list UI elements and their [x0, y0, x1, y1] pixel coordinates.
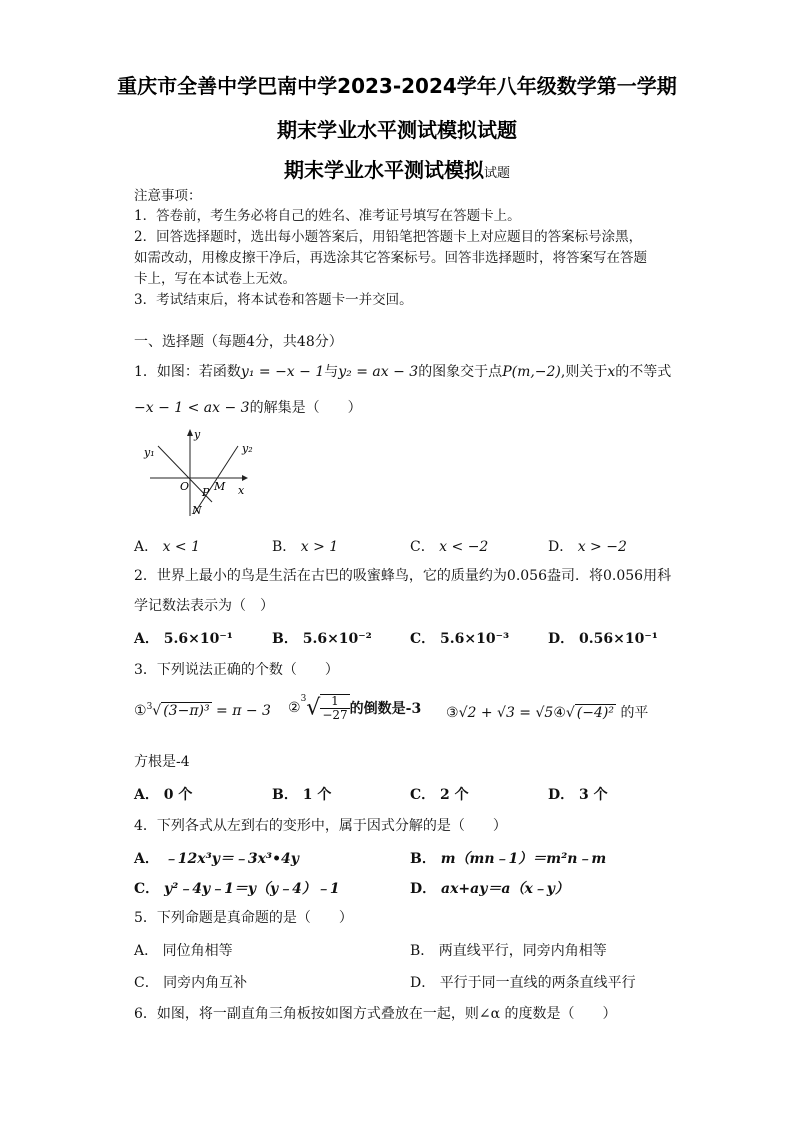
- radical-sign-icon: √: [306, 695, 321, 721]
- radical-sign-icon: √: [152, 703, 162, 719]
- q1-graph-label-y2: y₂: [242, 442, 253, 455]
- exam-title-line3-small: 试题: [483, 166, 510, 181]
- q5-option-a: [134, 940, 233, 960]
- q1-graph-label-x: x: [238, 484, 245, 497]
- q1-graph-label-M: M: [214, 480, 226, 493]
- q1-graph: [138, 424, 262, 524]
- option-text: 0.56×10⁻¹: [579, 631, 658, 647]
- q2-option-b: [272, 628, 372, 648]
- q2-option-c: [410, 628, 509, 648]
- q1-option-b: [272, 536, 338, 556]
- q1-text: ,则关于: [560, 364, 608, 380]
- option-key: D．: [410, 975, 436, 991]
- option-text: ax+ay＝a（x﹣y）: [441, 881, 569, 897]
- q1-graph-label-y1: y₁: [144, 446, 155, 459]
- q1-option-a: [134, 536, 200, 556]
- q1-graph-label-N: N: [192, 504, 202, 517]
- q3-statement-3-4: [446, 702, 648, 722]
- option-text: x < 1: [162, 539, 201, 555]
- option-key: D．: [410, 881, 437, 897]
- q1-text: 1．如图：若函数: [134, 364, 241, 380]
- option-key: C．: [134, 975, 159, 991]
- notes-item: 2．回答选择题时，选出每小题答案后，用铅笔把答题卡上对应题目的答案标号涂黑，: [134, 229, 643, 245]
- section1-heading: 一、选择题（每题4分，共48分）: [134, 334, 343, 350]
- q2-option-a: [134, 628, 233, 648]
- q1-text: 的不等式: [615, 364, 672, 380]
- q1-inequality: −x − 1 < ax − 3: [134, 400, 250, 416]
- statement-mark: ④: [553, 705, 566, 721]
- option-text: ﹣12x³y＝﹣3x³•4y: [163, 851, 299, 867]
- q3-s4-continued: 方根是-4: [134, 754, 190, 770]
- option-key: A．: [134, 631, 159, 647]
- option-key: C．: [410, 787, 436, 803]
- notes-item: 卡上，写在本试卷上无效。: [134, 271, 296, 287]
- option-key: A．: [134, 851, 159, 867]
- q4-option-c: [134, 878, 340, 898]
- option-text: x > −2: [577, 539, 627, 555]
- q3-s2-fraction: [320, 694, 349, 722]
- q1-var: x: [607, 364, 616, 380]
- option-key: B．: [272, 631, 298, 647]
- q4-stem: 4．下列各式从左到右的变形中，属于因式分解的是（ ）: [134, 818, 507, 834]
- q4-option-b: [410, 848, 606, 868]
- q3-s2-text: 的倒数是-3: [349, 701, 422, 717]
- statement-mark: ②: [288, 700, 301, 716]
- q1-point: P(m,−2): [502, 364, 561, 380]
- q2-stem-line2: 学记数法表示为（ ）: [134, 598, 274, 614]
- notes-item: 如需改动，用橡皮擦干净后，再选涂其它答案标号。回答非选择题时，将答案写在答题: [134, 250, 647, 266]
- q1-text: 的解集是（ ）: [249, 400, 362, 416]
- fraction-numerator: 1: [320, 695, 349, 709]
- option-key: C．: [410, 539, 435, 555]
- option-text: 5.6×10⁻²: [302, 631, 372, 647]
- fraction-denominator: −27: [322, 708, 348, 722]
- option-key: A．: [134, 943, 159, 959]
- q1-option-d: [548, 536, 627, 556]
- q2-stem-line1: 2．世界上最小的鸟是生活在古巴的吸蜜蜂鸟，它的质量约为0.056盎司．将0.056用科: [134, 568, 672, 584]
- radical-sign-icon: √: [565, 705, 575, 721]
- option-text: m（mn﹣1）＝m²n﹣m: [440, 851, 607, 867]
- option-text: 平行于同一直线的两条直线平行: [439, 975, 636, 991]
- statement-mark: ①: [134, 703, 147, 719]
- option-key: B．: [410, 943, 435, 959]
- exam-title-line2: 期末学业水平测试模拟试题: [277, 118, 517, 142]
- cube-root-icon: 3: [300, 694, 307, 704]
- option-text: 3 个: [579, 787, 608, 803]
- q1-function1: y₁ = −x − 1: [240, 364, 325, 380]
- option-key: B．: [272, 787, 298, 803]
- q3-option-b: [272, 784, 331, 804]
- q3-statement-2: [288, 694, 421, 722]
- q1-function2: y₂ = ax − 3: [338, 364, 419, 380]
- q4-option-a: [134, 848, 299, 868]
- q1-graph-y-arrow: [187, 429, 193, 436]
- notes-item: 1．答卷前，考生务必将自己的姓名、准考证号填写在答题卡上。: [134, 208, 521, 224]
- option-text: 2 个: [440, 787, 469, 803]
- option-text: y²﹣4y﹣1＝y（y﹣4）﹣1: [164, 881, 340, 897]
- option-key: D．: [548, 787, 575, 803]
- option-text: 同旁内角互补: [163, 975, 248, 991]
- q3-s1-rhs: = π − 3: [216, 703, 271, 719]
- option-text: 1 个: [302, 787, 332, 803]
- q3-s1-expr: (3−π)³: [163, 703, 210, 719]
- q1-option-c: [410, 536, 488, 556]
- q1-graph-label-O: O: [180, 480, 190, 493]
- q6-stem: 6．如图，将一副直角三角板按如图方式叠放在一起，则∠α 的度数是（ ）: [134, 1006, 617, 1022]
- q5-option-c: [134, 972, 247, 992]
- q2-option-d: [548, 628, 658, 648]
- exam-title-line3-main: 期末学业水平测试模拟: [283, 158, 484, 182]
- statement-mark: ③: [446, 705, 459, 721]
- cube-root-icon: 3: [146, 702, 153, 712]
- option-key: D．: [548, 631, 575, 647]
- q5-option-d: [410, 972, 636, 992]
- q3-option-a: [134, 784, 192, 804]
- option-text: 同位角相等: [162, 943, 233, 959]
- option-key: D．: [548, 539, 574, 555]
- q1-graph-label-y: y: [194, 428, 201, 441]
- option-text: 5.6×10⁻³: [440, 631, 510, 647]
- q1-text: 与: [324, 364, 339, 380]
- q5-stem: 5．下列命题是真命题的是（ ）: [134, 910, 353, 926]
- option-key: A．: [134, 539, 159, 555]
- notes-item: 3．考试结束后，将本试卷和答题卡一并交回。: [134, 292, 413, 308]
- q3-s3-expr: √2 + √3 = √5: [458, 705, 554, 721]
- option-text: 两直线平行，同旁内角相等: [438, 943, 607, 959]
- option-key: B．: [410, 851, 436, 867]
- exam-title-line3: [0, 154, 794, 183]
- q4-option-d: [410, 878, 569, 898]
- q3-s4-expr: (−4)²: [576, 705, 614, 721]
- option-key: A．: [134, 787, 159, 803]
- option-text: x > 1: [300, 539, 339, 555]
- q1-graph-label-P: P: [202, 486, 210, 499]
- q3-s4-text: 的平: [620, 705, 649, 721]
- q5-option-b: [410, 940, 607, 960]
- option-text: x < −2: [439, 539, 489, 555]
- q1-stem-line1: [134, 362, 671, 382]
- q1-text: 的图象交于点: [418, 364, 503, 380]
- option-text: 5.6×10⁻¹: [163, 631, 233, 647]
- q3-statement-1: [134, 702, 271, 719]
- notes-heading: 注意事项：: [134, 188, 202, 204]
- q3-option-d: [548, 784, 608, 804]
- option-key: C．: [410, 631, 436, 647]
- q1-stem-line2: [134, 398, 362, 418]
- exam-title-line1: 重庆市全善中学巴南中学2023-2024学年八年级数学第一学期: [117, 74, 677, 98]
- q3-option-c: [410, 784, 469, 804]
- option-text: 0 个: [163, 787, 193, 803]
- option-key: C．: [134, 881, 160, 897]
- option-key: B．: [272, 539, 297, 555]
- q3-stem: 3．下列说法正确的个数（ ）: [134, 662, 339, 678]
- q1-graph-x-arrow: [242, 475, 248, 481]
